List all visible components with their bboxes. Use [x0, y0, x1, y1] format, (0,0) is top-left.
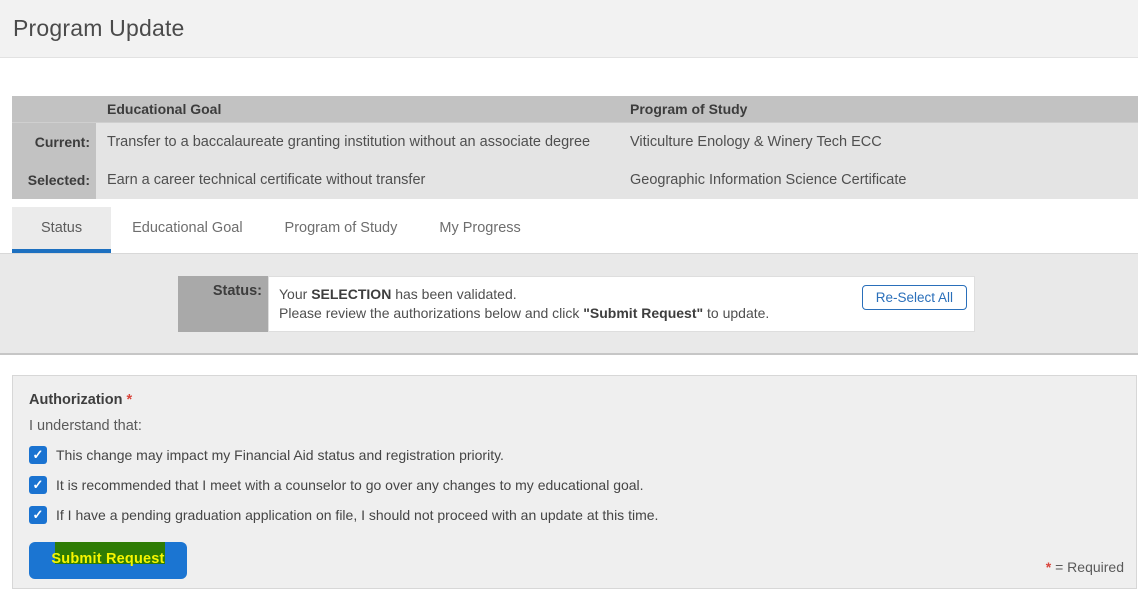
- tab-educational-goal[interactable]: Educational Goal: [132, 220, 243, 236]
- table-header-program-of-study: Program of Study: [619, 96, 1138, 123]
- required-asterisk: *: [126, 392, 133, 408]
- checkmark-icon: ✓: [32, 477, 44, 492]
- row-label-selected: Selected:: [12, 161, 96, 199]
- authorization-row-3: [29, 506, 1136, 524]
- tab-my-progress[interactable]: My Progress: [439, 220, 521, 236]
- tab-status[interactable]: Status: [12, 207, 111, 253]
- checkbox-financial-aid[interactable]: [29, 446, 47, 464]
- status-message-box: [268, 276, 975, 332]
- status-line-1: Your SELECTION has been validated.: [279, 286, 517, 302]
- current-educational-goal: Transfer to a baccalaureate granting institution without an associate degree: [96, 123, 619, 161]
- submit-request-button[interactable]: [29, 542, 187, 579]
- status-label: Status:: [178, 276, 268, 332]
- reselect-all-button[interactable]: Re-Select All: [862, 285, 967, 310]
- program-comparison-table: [12, 96, 1138, 199]
- required-note: * = Required: [1045, 559, 1124, 575]
- checkmark-icon: ✓: [32, 447, 44, 462]
- current-program-of-study: Viticulture Enology & Winery Tech ECC: [619, 123, 1138, 161]
- checkbox-counselor[interactable]: [29, 476, 47, 494]
- status-section: [0, 254, 1138, 355]
- checkbox-label: It is recommended that I meet with a counselor to go over any changes to my educational goal.: [56, 477, 644, 493]
- selected-educational-goal: Earn a career technical certificate without transfer: [96, 161, 619, 199]
- authorization-panel: [12, 375, 1137, 589]
- submit-request-label: Submit Request: [51, 551, 165, 567]
- table-header-educational-goal: Educational Goal: [96, 96, 619, 123]
- authorization-intro: I understand that:: [29, 418, 142, 434]
- status-line-2: Please review the authorizations below and click "Submit Request" to update.: [279, 305, 770, 321]
- row-label-current: Current:: [12, 123, 96, 161]
- status-wrap: [178, 276, 975, 332]
- authorization-row-1: [29, 446, 1136, 464]
- required-asterisk: *: [1045, 559, 1052, 575]
- page-header: [0, 0, 1138, 58]
- selected-program-of-study: Geographic Information Science Certificate: [619, 161, 1138, 199]
- authorization-row-2: [29, 476, 1136, 494]
- table-header-blank: [12, 96, 96, 123]
- checkbox-label: This change may impact my Financial Aid status and registration priority.: [56, 447, 504, 463]
- checkbox-label: If I have a pending graduation application on file, I should not proceed with an update at this time.: [56, 507, 659, 523]
- authorization-heading: Authorization *: [29, 392, 133, 408]
- tab-program-of-study[interactable]: Program of Study: [284, 220, 398, 236]
- checkmark-icon: ✓: [32, 507, 44, 522]
- tab-bar: [0, 207, 1138, 254]
- page-title: Program Update: [13, 15, 185, 41]
- checkbox-graduation-application[interactable]: [29, 506, 47, 524]
